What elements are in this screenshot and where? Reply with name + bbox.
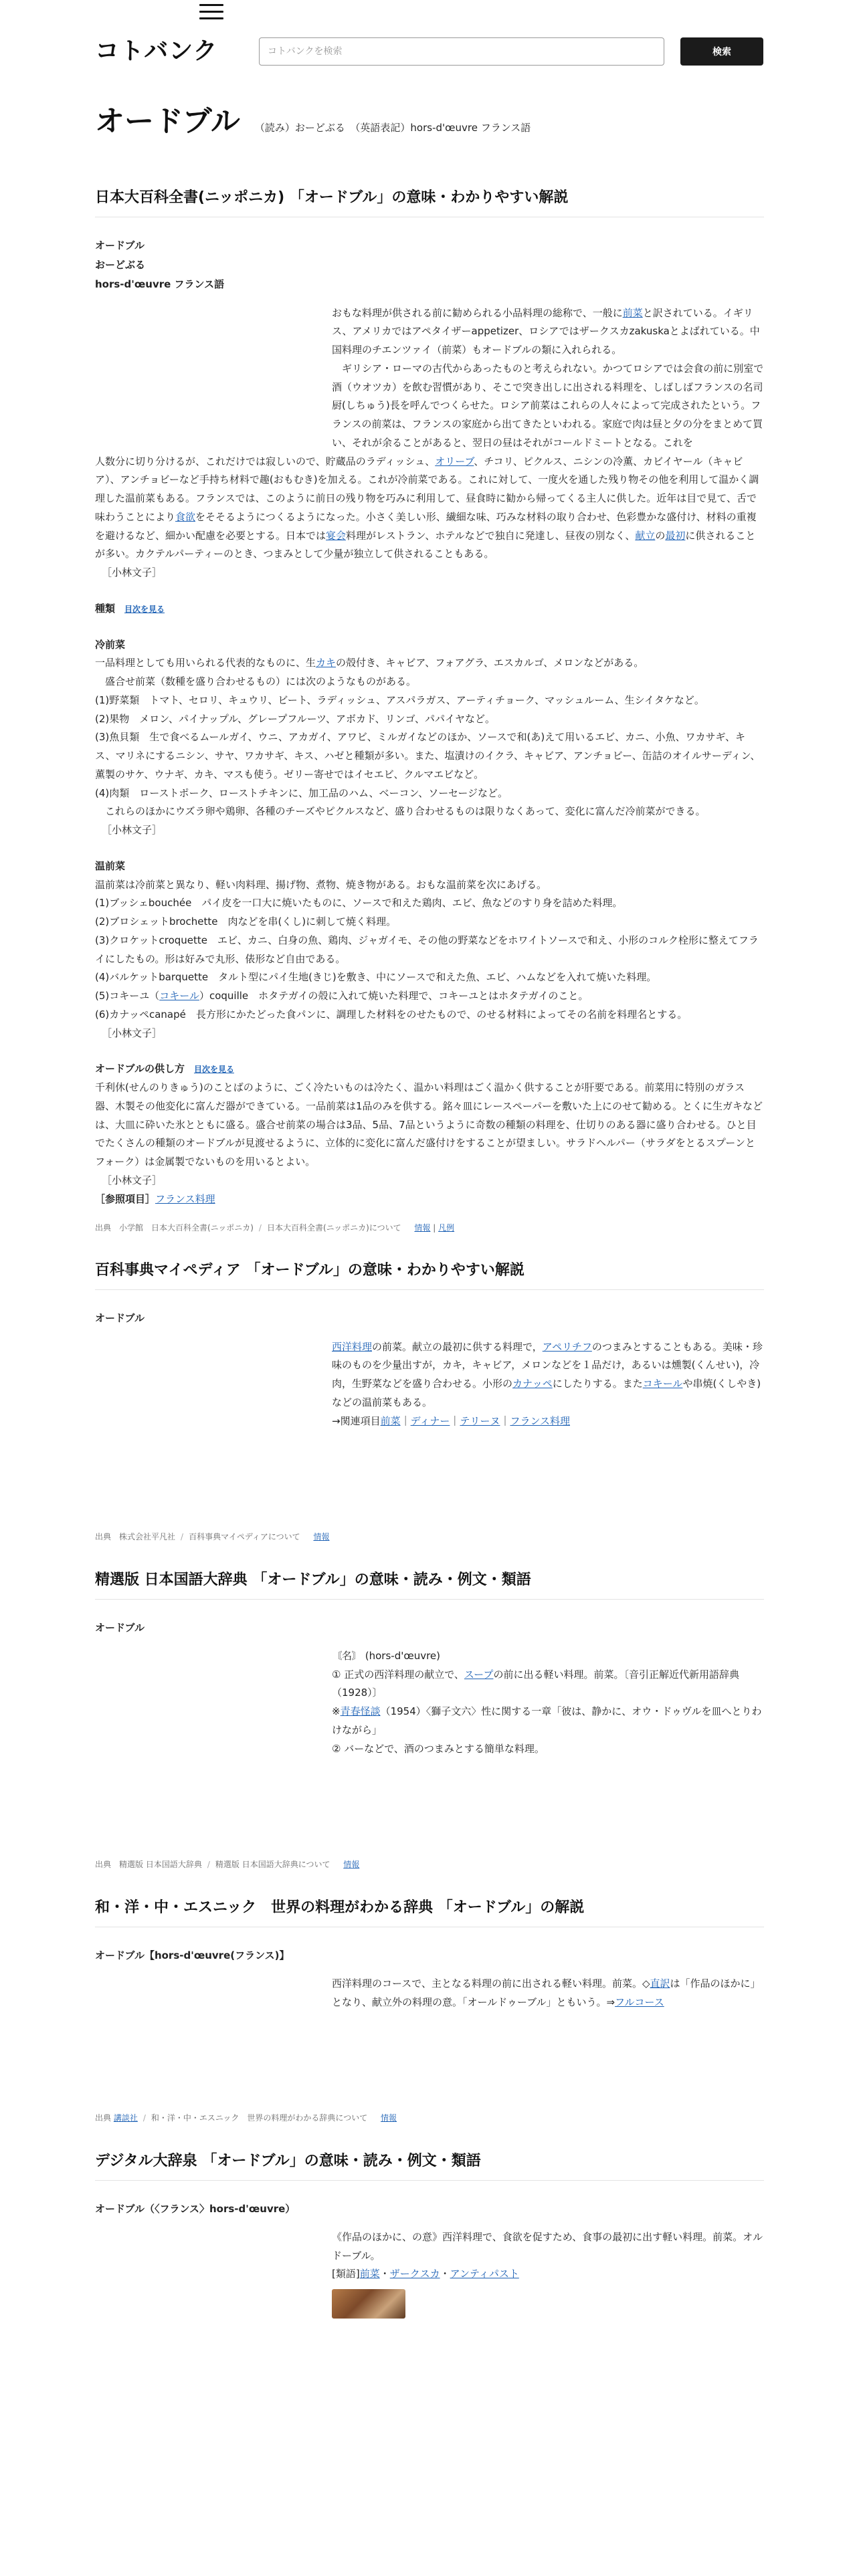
- definition-block: [332, 1338, 764, 1431]
- text: のつまみとすることもある。美味・珍味のものを少量出すが，カキ，キャビア，メロンなどを１品だけ，あるいは燻製(くんせい)，冷肉，生野菜などを盛り合わせる。小形の: [332, 1340, 763, 1390]
- separator: ｜: [500, 1414, 510, 1427]
- headword-reading: （読み）おーどぶる （英語表記）hors-d'œuvre フランス語: [254, 122, 531, 134]
- hamburger-menu-icon[interactable]: [199, 4, 223, 21]
- paragraph: 千利休(せんのりきゅう)のことばのように、ごく冷たいものは冷たく、温かい料理はごく温かく供することが肝要である。前菜用に特別のガラス器、木製その他変化に富んだ器ができている。一品前菜は1品のみを供する。銘々皿にレースペーパーを敷いた上にのせて勧める。とくに生ガキなどは、大皿に砕いた氷とともに盛る。盛合せ前菜の場合は3品、5品、7品というように奇数の種類の料理を、仕切りのある器に盛り合わせる。ひと目でたくさんの種類のオードブルが見渡せるように、立体的に変化に富んだ盛付けをすることが望ましい。サラドヘルパー（サラダをとるスプーンとフォーク）は金属製でないものを用いるとよい。: [95, 1081, 763, 1168]
- signature: ［小林文子］: [102, 824, 163, 837]
- site-header: [95, 28, 764, 75]
- paragraph: [332, 1338, 764, 1412]
- separator: ｜: [400, 1414, 411, 1427]
- publisher-link[interactable]: 講談社: [113, 2113, 138, 2123]
- headword-row: [95, 104, 764, 140]
- related-items: [332, 2265, 764, 2284]
- paragraph: これらのほかにウズラ卵や鶏卵、各種のチーズやピクルスなど、盛り合わせるものは限りなくあって、変化に富んだ冷前菜ができる。: [105, 805, 706, 818]
- section-title: 百科事典マイペディア 「オードブル」の意味・わかりやすい解説: [95, 1259, 764, 1290]
- text: 人数分に切り分けるが、これだけでは寂しいので、貯蔵品のラディッシュ、: [95, 455, 436, 467]
- signature: ［小林文子］: [102, 1174, 163, 1186]
- text: に供されることが多い。カクテルパーティーのとき、つまみとして少量が独立して供されることもある。: [95, 529, 756, 560]
- related-link[interactable]: ザークスカ: [389, 2268, 440, 2280]
- text: や串焼(くしやき)などの温前菜もある。: [332, 1378, 761, 1408]
- paragraph: [95, 654, 764, 673]
- text: ① 正式の西洋料理の献立で、: [332, 1668, 464, 1681]
- reference-items: [95, 1190, 764, 1209]
- definition-block: [332, 1647, 764, 1759]
- link-full-course[interactable]: フルコース: [615, 1996, 664, 2008]
- section-world-cuisine: [95, 1897, 764, 2126]
- paragraph: [95, 453, 764, 564]
- separator: [306, 1532, 308, 1541]
- text: ※: [332, 1705, 341, 1718]
- source-text: 出典 精選版 日本国語大辞典: [95, 1860, 202, 1870]
- section-seisen: [95, 1569, 764, 1872]
- link-olive[interactable]: オリーブ: [435, 455, 474, 467]
- section-title: 精選版 日本国語大辞典 「オードブル」の意味・読み・例文・類語: [95, 1569, 764, 1600]
- text: 一品料理としても用いられる代表的なものに、生: [95, 657, 316, 669]
- link-saisho[interactable]: 最初: [665, 529, 686, 542]
- list-item: [95, 987, 764, 1006]
- sub-heading-cold: 冷前菜: [95, 638, 126, 651]
- source-line: [95, 1220, 764, 1235]
- spacer: [95, 1758, 764, 1845]
- paragraph: [332, 304, 764, 360]
- list-item: (3)魚貝類 生で食べるムールガイ、ウニ、アカガイ、アワビ、ミルガイなどのほか、ソースで和(あ)えて用いるエビ、カニ、小魚、ワカサギ、キス、マリネにするニシン、サヤ、ワカサギ、キス、ハゼと種類が多い。また、塩漬けのイクラ、キャビア、アンチョビー、缶詰のオイルサーディン、薫製のサケ、ウナギ、カキ、マスも使う。ゼリー寄せではイセエビ、クルマエビなど。: [95, 731, 761, 780]
- text: 種類: [95, 602, 116, 615]
- separator: /: [181, 1532, 184, 1542]
- separator: ・: [440, 2268, 450, 2280]
- source-about: 精選版 日本国語大辞典について: [215, 1860, 330, 1870]
- paragraph: [332, 1975, 764, 2012]
- toc-link[interactable]: 目次を見る: [124, 604, 165, 614]
- entry-head: [95, 236, 764, 295]
- text: は「作品のほかに」となり、献立外の料理の意。「オールドゥーブル」ともいう。⇒: [332, 1977, 761, 2008]
- related-label: →関連項目: [332, 1414, 381, 1427]
- section-title: 和・洋・中・エスニック 世界の料理がわかる辞典 「オードブル」の解説: [95, 1897, 764, 1927]
- section-nipponica: [95, 187, 764, 1236]
- sub-heading-warm: 温前菜: [95, 859, 126, 872]
- topbar: [95, 0, 764, 25]
- separator: ｜: [450, 1414, 460, 1427]
- source-about: 和・洋・中・エスニック 世界の料理がわかる辞典について: [151, 2113, 368, 2123]
- link-chokuyaku[interactable]: 直訳: [650, 1977, 670, 1990]
- paragraph: ギリシア・ローマの古代からあったものと考えられない。かつてロシアでは会食の前に別室で酒（ウオツカ）を飲む習慣があり、そこで突き出しに出される料理を、しばしばフランスの名司厨(しちゅう)長を呼んでつくらせた。ロシア前菜はこれらの人々によって完成されたという。フランスの前菜は、フランスの家庭から出てきたといわれる。家庭で肉は昼と夕の分をまとめて買い、それが余ることがあると、翌日の昼はそれがコールドミートとなる。これを: [332, 362, 764, 449]
- source-text: 出典 小学館 日本大百科全書(ニッポニカ): [95, 1223, 254, 1233]
- source-text: 出典: [95, 2113, 112, 2123]
- spacer: [95, 2012, 764, 2099]
- link-shokuyoku[interactable]: 食欲: [175, 510, 196, 523]
- text: 、チコリ、ピクルス、ニシンの冷薫、カビイヤール（キャビア）、アンチョビーなど手持ち材料で趣(おもむき)を加える。これが冷前菜である。これに対して、一度火を通した残り物その他を利用して温かく調理した温前菜もある。フランスでは、このように前日の残り物を巧みに利用して、昼食時に勧から帰ってくる主人に供した。近年は目で見て、舌で味わうことにより: [95, 455, 759, 523]
- entry-head: オードブル（〈フランス〉hors-d'œuvre）: [95, 2202, 296, 2215]
- reference-label: ［参照項目］: [95, 1192, 156, 1205]
- entry-head: オードブル: [95, 1312, 145, 1325]
- text: にしたりする。また: [552, 1378, 643, 1390]
- definition-block: [332, 1975, 764, 2012]
- list-item: (1)ブッシェbouchée パイ皮を一口大に焼いたものに、ソースで和えた鶏肉、エビ、魚などのすり身を詰めた料理。: [95, 897, 623, 909]
- link-western-cuisine[interactable]: 西洋料理: [332, 1340, 373, 1353]
- citation: [332, 1703, 764, 1740]
- paragraph: 温前菜は冷前菜と異なり、軽い肉料理、揚げ物、煮物、焼き物がある。おもな温前菜を次にあげる。: [95, 878, 547, 891]
- link-seishun-kaidan[interactable]: 青春怪談: [340, 1705, 381, 1718]
- text: おもな料理が供される前に勧められる小品料理の総称で、一般に: [332, 306, 623, 319]
- spacer: [95, 1430, 764, 1517]
- source-line: [95, 2111, 764, 2125]
- info-link[interactable]: 情報: [343, 1860, 360, 1870]
- source-about: 百科事典マイペディアについて: [189, 1532, 300, 1542]
- related-label: [類語]: [332, 2268, 360, 2280]
- text: と訳されている。イギリス、アメリカではアペタイザーappetizer、ロシアではザークスカzakuskaとよばれている。中国料理のチエンツァイ（前菜）もオードブルの類に入れられる。: [332, 306, 760, 356]
- intro-block: [332, 304, 764, 453]
- text: をそそるようにつくるようになった。小さく美しい形、繊細な味、巧みな材料の取り合わせ、色彩豊かな盛付け、材料の重複を避けるなど、細かい配慮を必要とする。日本では: [95, 510, 757, 542]
- entry-head: オードブル: [95, 1621, 145, 1634]
- list-item: (2)果物 メロン、パイナップル、グレープフルーツ、アボカド、リンゴ、パパイヤなど。: [95, 712, 496, 725]
- link-coquille[interactable]: コキール: [642, 1378, 683, 1390]
- source-line: [95, 1857, 764, 1872]
- toc-link[interactable]: 目次を見る: [193, 1065, 234, 1075]
- definition: ② バーなどで、酒のつまみとする簡単な料理。: [332, 1742, 545, 1755]
- list-item: (2)ブロシェットbrochette 肉などを串(くし)に刺して焼く料理。: [95, 916, 397, 928]
- list-item: (6)カナッペcanapé 長方形にかたどった食パンに、調理した材料をのせたもので、のせる材料によってその名前を料理名とする。: [95, 1008, 688, 1021]
- related-link[interactable]: 前菜: [359, 2268, 380, 2280]
- related-items: [332, 1412, 764, 1431]
- paragraph: 盛合せ前菜（数種を盛り合わせるもの）には次のようなものがある。: [105, 675, 417, 688]
- text: の: [655, 529, 666, 542]
- section-daijisen: [95, 2150, 764, 2319]
- link-french-cuisine[interactable]: フランス料理: [155, 1192, 215, 1205]
- text: 料理がレストラン、ホテルなどで独自に発達し、昼夜の別なく、: [346, 529, 636, 542]
- separator: [335, 1860, 338, 1869]
- list-item: (4)バルケットbarquette タルト型にパイ生地(きじ)を敷き、中にソースで和えた魚、エビ、ハムなどを入れて焼いた料理。: [95, 971, 657, 984]
- separator: |: [430, 1223, 439, 1233]
- related-link[interactable]: テリーヌ: [460, 1414, 500, 1427]
- legend-link[interactable]: 凡例: [438, 1223, 455, 1233]
- info-link[interactable]: 情報: [313, 1532, 330, 1542]
- definition: [332, 1666, 764, 1703]
- text: （1954）〈獅子文六〉性に関する一章「彼は、静かに、オウ・ドゥヴルを皿へとりわけながら」: [332, 1705, 762, 1736]
- paragraph: 《作品のほかに、の意》西洋料理で、食欲を促すため、食事の最初に出す軽い料理。前菜。オルドーブル。: [332, 2230, 763, 2262]
- entry-head-origin: hors-d'œuvre フランス語: [95, 278, 225, 291]
- text: オードブルの供し方: [95, 1063, 185, 1075]
- search-button[interactable]: 検索: [680, 37, 763, 66]
- sub-heading-serve: [95, 1060, 764, 1079]
- link-soup[interactable]: スープ: [464, 1668, 494, 1681]
- signature: ［小林文子］: [102, 1027, 163, 1039]
- section-title: 日本大百科全書(ニッポニカ) 「オードブル」の意味・わかりやすい解説: [95, 187, 764, 217]
- signature: ［小林文子］: [102, 566, 163, 579]
- link-canape[interactable]: カナッペ: [512, 1378, 553, 1390]
- related-link[interactable]: ディナー: [410, 1414, 450, 1427]
- separator: [407, 1223, 409, 1232]
- text: (5)コキーユ（: [95, 990, 160, 1002]
- link-kaki[interactable]: カキ: [316, 657, 337, 669]
- related-link[interactable]: 前菜: [380, 1414, 401, 1427]
- sub-heading-kinds: [95, 600, 764, 619]
- link-kondate[interactable]: 献立: [635, 529, 656, 542]
- link-enkai[interactable]: 宴会: [326, 529, 347, 542]
- link-zensai[interactable]: 前菜: [622, 306, 643, 319]
- section-title: デジタル大辞泉 「オードブル」の意味・読み・例文・類語: [95, 2150, 764, 2181]
- entry-head: オードブル【hors-d'œuvre(フランス)】: [95, 1949, 290, 1961]
- separator: /: [258, 1223, 262, 1233]
- entry-head-word: オードブル: [95, 239, 145, 251]
- definition-block: [332, 2228, 764, 2284]
- text: の前に出る軽い料理。前菜。〔音引正解近代新用語辞典（1928）〕: [332, 1668, 739, 1699]
- list-item: (1)野菜類 トマト、セロリ、キュウリ、ビート、ラディッシュ、アスパラガス、アーティチョーク、マッシュルーム、生シイタケなど。: [95, 693, 704, 706]
- related-link[interactable]: フランス料理: [510, 1414, 571, 1427]
- list-item: (4)肉類 ローストポーク、ローストチキンに、加工品のハム、ベーコン、ソーセージなど。: [95, 786, 508, 799]
- text: の前菜。献立の最初に供する料理で，: [372, 1340, 543, 1353]
- info-link[interactable]: 情報: [381, 2113, 397, 2123]
- list-item: (3)クロケットcroquette エビ、カニ、白身の魚、鶏肉、ジャガイモ、その他の野菜などをホワイトソースで和え、小形のコルク栓形に整えてフライにしたもの。形は好みで丸形、俵形など自由である。: [95, 934, 759, 965]
- section-mypedia: [95, 1259, 764, 1544]
- text: の殻付き、キャビア、フォアグラ、エスカルゴ、メロンなどがある。: [336, 657, 644, 669]
- separator: /: [207, 1860, 210, 1870]
- source-text: 出典 株式会社平凡社: [95, 1532, 176, 1542]
- text: 西洋料理のコースで、主となる料理の前に出される軽い料理。前菜。◇: [332, 1977, 650, 1990]
- site-logo[interactable]: コトバンク: [95, 37, 218, 65]
- link-coquille[interactable]: コキール: [159, 990, 199, 1002]
- source-about: 日本大百科全書(ニッポニカ)について: [266, 1223, 401, 1233]
- page-title: オードブル: [95, 104, 240, 138]
- page: [95, 0, 764, 2319]
- source-line: [95, 1529, 764, 1544]
- part-of-speech: 〘名〙 (hors-d'œuvre): [332, 1649, 440, 1662]
- separator: ・: [379, 2268, 390, 2280]
- related-link[interactable]: アンティパスト: [450, 2268, 519, 2280]
- link-aperitif[interactable]: アペリチフ: [542, 1340, 592, 1353]
- entry-head-reading: おーどぶる: [95, 259, 146, 272]
- search-input[interactable]: [259, 37, 664, 66]
- info-link[interactable]: 情報: [414, 1223, 431, 1233]
- separator: [373, 2113, 375, 2123]
- separator: /: [142, 2113, 146, 2123]
- text: ）coquille ホタテガイの殻に入れて焼いた料理で、コキーユとはホタテガイのこと。: [199, 990, 589, 1002]
- hors-doeuvre-thumbnail[interactable]: [332, 2289, 405, 2319]
